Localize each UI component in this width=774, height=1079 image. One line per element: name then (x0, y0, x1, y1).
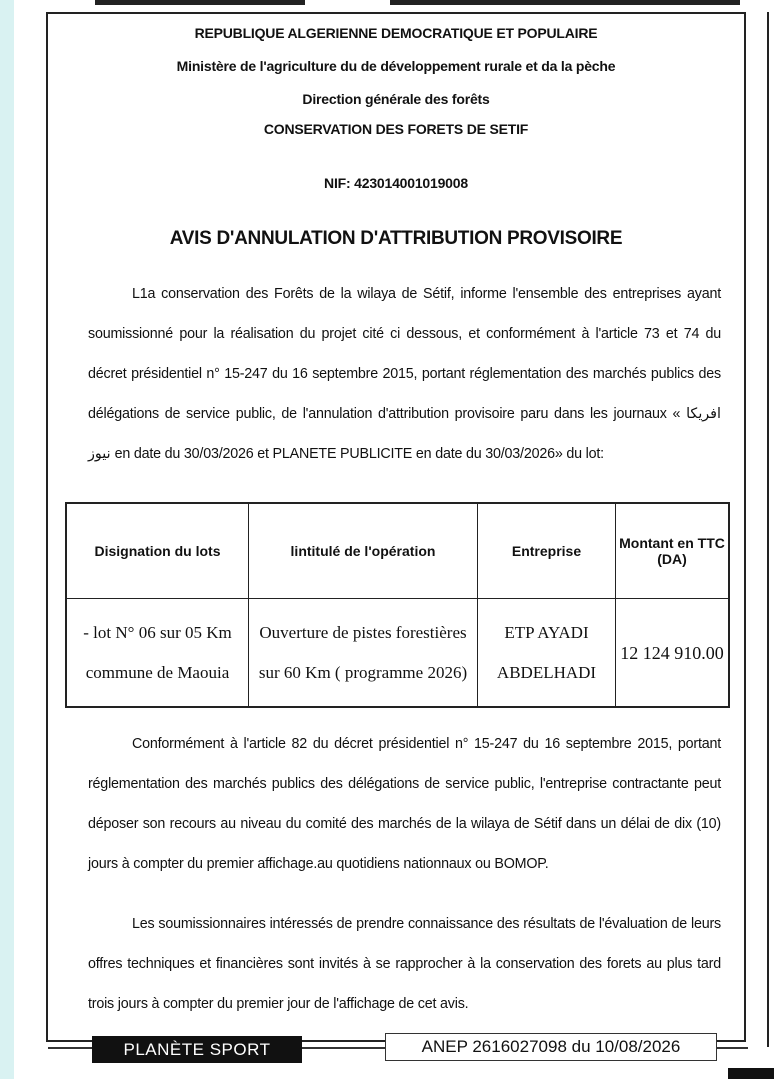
table-row (66, 599, 729, 708)
cell-operation: Ouverture de pistes forestières sur 60 Km ( programme 2026) (249, 599, 478, 708)
top-rule-right (390, 0, 740, 5)
cell-designation: - lot N° 06 sur 05 Km commune de Maouia (66, 599, 249, 708)
publication-label: PLANÈTE SPORT (92, 1036, 302, 1063)
paragraph-recours (88, 724, 721, 884)
table-header-row (66, 503, 729, 599)
header-designation: Disignation du lots (66, 503, 249, 599)
header-entreprise: Entreprise (478, 503, 616, 599)
paragraph-intro-text: L1a conservation des Forêts de la wilaya de Sétif, informe l'ensemble des entreprises ayant soumissionné pour la réalisation du projet cité ci dessous, et conformément à l'article 73 et 74 du décret présidentiel n° 15-247 du 16 septembre 2015, portant réglementation des marchés publics des délégations de service public, de l'annulation d'attribution provisoire paru dans les journaux « افريكا نيوز en date du 30/03/2026 et PLANETE PUBLICITE en date du 30/03/2026» du lot: (88, 286, 721, 462)
header-direction: Direction générale des forêts (302, 91, 490, 107)
anep-reference: ANEP 2616027098 du 10/08/2026 (385, 1033, 717, 1061)
notice-title: AVIS D'ANNULATION D'ATTRIBUTION PROVISOIRE (169, 228, 623, 249)
paragraph-soumissionnaires-text: Les soumissionnaires intéressés de prendre connaissance des résultats de l'évaluation de leurs offres techniques et financières sont invités à se rapprocher à la conservation des forets au plus tard trois jours à compter du premier jour de l'affichage de cet avis. (88, 916, 721, 1012)
header-ministry: Ministère de l'agriculture du de développement rurale et da la pèche (176, 58, 616, 74)
paragraph-soumissionnaires (88, 904, 721, 1024)
cell-entreprise: ETP AYADI ABDELHADI (478, 599, 616, 708)
header-montant: Montant en TTC (DA) (616, 503, 730, 599)
lots-table (65, 502, 730, 708)
cell-montant: 12 124 910.00 (616, 599, 730, 708)
page-corner-mark (728, 1068, 774, 1079)
header-republic: REPUBLIQUE ALGERIENNE DEMOCRATIQUE ET POPULAIRE (194, 25, 598, 41)
header-conservation: CONSERVATION DES FORETS DE SETIF (263, 121, 529, 137)
paragraph-recours-text: Conformément à l'article 82 du décret présidentiel n° 15-247 du 16 septembre 2015, portant réglementation des marchés publics des délégations de service public, l'entreprise contractante peut déposer son recours au niveau du comité des marchés de la wilaya de Sétif dans un délai de dix (10) jours à compter du premier affichage.au quotidiens nationnaux ou BOMOP. (88, 736, 721, 872)
top-rule-left (95, 0, 305, 5)
header-operation: lintitulé de l'opération (249, 503, 478, 599)
header-nif: NIF: 423014001019008 (324, 175, 468, 191)
column-divider (767, 12, 769, 1047)
paragraph-intro (88, 274, 721, 474)
page-edge-strip (0, 0, 14, 1079)
